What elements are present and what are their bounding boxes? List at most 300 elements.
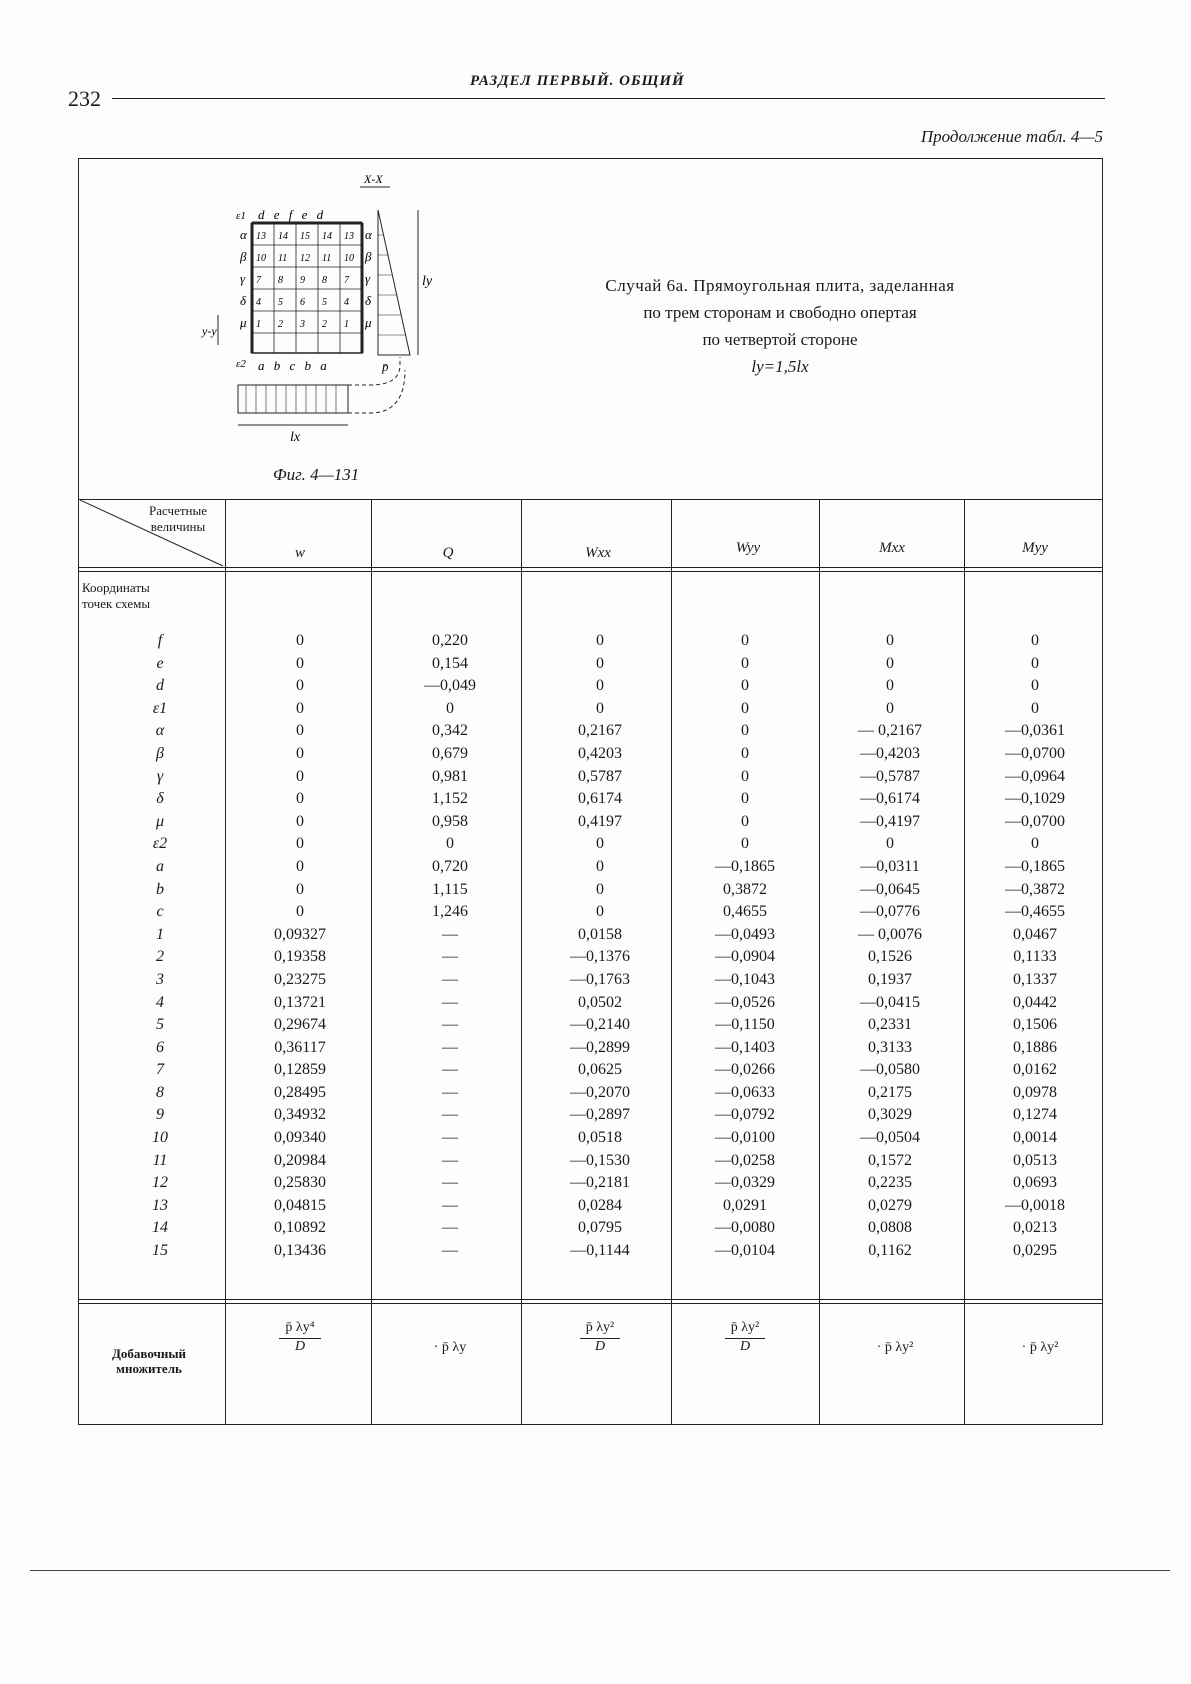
grid-point-number: 2 [322, 319, 327, 330]
header-myy: Myy [1022, 540, 1048, 556]
cell-myy: 0,0014 [1013, 1129, 1057, 1147]
point-label: 15 [152, 1242, 168, 1260]
column-wyy [685, 630, 805, 1263]
cell-q: 0 [446, 835, 454, 853]
cell-mxx: —0,0776 [860, 903, 920, 921]
header-bottom-label: Координаты точек схемы [82, 580, 151, 611]
point-label: 8 [156, 1083, 164, 1101]
cell-w: 0 [296, 677, 304, 695]
cell-mxx: —0,4203 [860, 744, 920, 762]
cell-mxx: —0,0580 [860, 1061, 920, 1079]
cell-q: — [442, 1174, 458, 1192]
multiplier-wxx-den: D [594, 1339, 606, 1354]
cell-mxx: —0,6174 [860, 790, 920, 808]
top-letters: d e f e d [258, 207, 327, 222]
xx-label: X-X [364, 175, 383, 186]
cell-w: 0 [296, 722, 304, 740]
cell-mxx: —0,5787 [860, 767, 920, 785]
cell-w: 0,19358 [274, 948, 326, 966]
cell-myy: —0,1865 [1005, 857, 1065, 875]
multiplier-mxx: · p̄ λy² [876, 1340, 914, 1355]
grid-point-number: 13 [256, 231, 266, 242]
cell-w: 0,23275 [274, 970, 326, 988]
grid-point-number: 3 [300, 319, 305, 330]
cell-wyy: 0 [741, 699, 749, 717]
cell-w: 0 [296, 835, 304, 853]
cell-myy: 0,0978 [1013, 1083, 1057, 1101]
edge-label-left: α [240, 227, 247, 242]
figure-bottom-rule [79, 499, 1102, 500]
cell-wyy: —0,0329 [715, 1174, 775, 1192]
bottom-letters: a b c b a [258, 358, 330, 373]
grid-point-number: 15 [300, 231, 310, 242]
cell-w: 0 [296, 903, 304, 921]
cell-mxx: 0,0279 [868, 1196, 912, 1214]
cell-wxx: 0 [596, 857, 604, 875]
cell-wxx: 0 [596, 903, 604, 921]
header-w: w [294, 545, 305, 561]
cell-wxx: 0 [596, 632, 604, 649]
cell-mxx: 0 [886, 699, 894, 717]
cell-myy: —0,0964 [1005, 767, 1065, 785]
cell-q: — [442, 993, 458, 1011]
cell-myy: —0,1029 [1005, 790, 1065, 808]
grid-point-number: 11 [278, 253, 288, 264]
cell-q: — [442, 1219, 458, 1237]
cell-wxx: 0,0284 [578, 1196, 622, 1214]
multiplier-wyy-num: p̄ λy² [725, 1320, 766, 1339]
load-triangle [378, 210, 410, 355]
case-line-1: Случай 6а. Прямоугольная плита, заделанная [605, 276, 955, 295]
cell-w: 0,36117 [274, 1038, 326, 1056]
cell-mxx: 0,3133 [868, 1038, 912, 1056]
cell-myy: 0,1506 [1013, 1016, 1057, 1034]
column-q [390, 630, 510, 1263]
cell-q: — [442, 970, 458, 988]
cell-myy: —0,0700 [1005, 812, 1065, 830]
cell-myy: 0,0442 [1013, 993, 1057, 1011]
grid-point-number: 5 [322, 297, 327, 308]
edge-label-left: δ [240, 293, 247, 308]
cell-mxx: 0 [886, 677, 894, 695]
cell-myy: 0 [1031, 835, 1039, 853]
col-divider-2 [371, 499, 372, 1424]
cell-w: 0,34932 [274, 1106, 326, 1124]
cell-wxx: 0,4203 [578, 744, 622, 762]
cell-wyy: —0,0104 [715, 1242, 775, 1260]
cell-wyy: —0,1865 [715, 857, 775, 875]
cell-q: —0,049 [424, 677, 476, 695]
edge-label-right: γ [365, 271, 371, 286]
cell-q: 0,220 [432, 632, 468, 649]
cell-q: — [442, 1016, 458, 1034]
point-label: 1 [156, 925, 164, 943]
cell-wxx: 0,0518 [578, 1129, 622, 1147]
cell-q: — [442, 1038, 458, 1056]
cell-wyy: —0,0633 [715, 1083, 775, 1101]
cell-q: 0,720 [432, 857, 468, 875]
eps1-label: ε1 [236, 210, 246, 222]
point-label: 9 [156, 1106, 164, 1124]
cell-q: — [442, 1083, 458, 1101]
yy-label: y-y [202, 324, 217, 338]
multiplier-w-den: D [294, 1339, 306, 1354]
cell-wyy: —0,0258 [715, 1151, 775, 1169]
cell-wxx: —0,2140 [570, 1016, 630, 1034]
cell-w: 0 [296, 699, 304, 717]
point-label: ε2 [152, 835, 168, 853]
cell-wyy: 0 [741, 677, 749, 695]
cell-w: 0 [296, 654, 304, 672]
grid-point-number: 10 [256, 253, 266, 264]
cell-wxx: —0,2897 [570, 1106, 630, 1124]
header-rule [112, 98, 1105, 99]
cell-mxx: — 0,0076 [858, 925, 922, 943]
column-w [240, 630, 360, 1263]
header-bottom-rule-2 [79, 571, 1102, 572]
grid-point-number: 8 [322, 275, 327, 286]
column-mxx [830, 630, 950, 1263]
cell-wxx: —0,1376 [570, 948, 630, 966]
cell-myy: —0,0361 [1005, 722, 1065, 740]
cell-wyy: —0,0100 [715, 1129, 775, 1147]
col-divider-4 [671, 499, 672, 1424]
cell-mxx: 0 [886, 835, 894, 853]
cell-q: 0,679 [432, 744, 468, 762]
grid-point-numbers [256, 231, 354, 330]
cell-wyy: 0 [741, 654, 749, 672]
cell-w: 0 [296, 744, 304, 762]
col-divider-3 [521, 499, 522, 1424]
case-description [540, 272, 1020, 380]
cell-mxx: 0,3029 [868, 1106, 912, 1124]
column-wxx [540, 630, 660, 1263]
cell-wxx: —0,1763 [570, 970, 630, 988]
fixed-edge-hatching [252, 223, 362, 353]
grid-point-number: 2 [278, 319, 283, 330]
cell-mxx: —0,0645 [860, 880, 920, 898]
bottom-load-hatch [246, 385, 336, 413]
cell-wyy: 0,0291 [723, 1196, 767, 1214]
cell-q: — [442, 1151, 458, 1169]
cell-q: — [442, 1106, 458, 1124]
cell-q: — [442, 1129, 458, 1147]
multiplier-w-num: p̄ λy⁴ [279, 1320, 320, 1339]
cell-q: — [442, 925, 458, 943]
cell-myy: 0,0513 [1013, 1151, 1057, 1169]
cell-myy: 0,0467 [1013, 925, 1057, 943]
case-line-3: по четвертой стороне [702, 330, 858, 349]
cell-wyy: —0,0904 [715, 948, 775, 966]
cell-myy: —0,4655 [1005, 903, 1065, 921]
cell-w: 0 [296, 767, 304, 785]
point-label: 10 [152, 1129, 168, 1147]
grid-point-number: 1 [256, 319, 261, 330]
cell-q: 0,981 [432, 767, 468, 785]
cell-q: — [442, 1061, 458, 1079]
point-label: μ [155, 812, 165, 830]
cell-mxx: —0,0504 [860, 1129, 920, 1147]
lx-label: lx [290, 430, 301, 445]
page-number: 232 [68, 86, 101, 111]
cell-wyy: —0,0266 [715, 1061, 775, 1079]
grid-point-number: 4 [256, 297, 261, 308]
cell-mxx: 0,1526 [868, 948, 912, 966]
plate-grid [252, 223, 362, 353]
cell-w: 0 [296, 857, 304, 875]
cell-wyy: 0 [741, 767, 749, 785]
cell-w: 0,13721 [274, 993, 326, 1011]
cell-w: 0 [296, 880, 304, 898]
col-divider-6 [964, 499, 965, 1424]
point-label: 5 [156, 1016, 164, 1034]
cell-myy: 0,0213 [1013, 1219, 1057, 1237]
cell-w: 0,04815 [274, 1196, 326, 1214]
edge-label-left: β [240, 249, 247, 264]
cell-wyy: —0,1150 [715, 1016, 775, 1034]
table-continuation-label: Продолжение табл. 4—5 [920, 127, 1103, 146]
cell-wxx: 0 [596, 654, 604, 672]
edge-label-left: γ [240, 271, 246, 286]
cell-wyy: —0,0493 [715, 925, 775, 943]
cell-w: 0,10892 [274, 1219, 326, 1237]
cell-w: 0 [296, 812, 304, 830]
cell-wyy: 0 [741, 744, 749, 762]
cell-q: — [442, 1242, 458, 1260]
cell-myy: 0 [1031, 699, 1039, 717]
point-label: 3 [156, 970, 164, 988]
cell-myy: 0,1133 [1013, 948, 1057, 966]
header-q: Q [442, 545, 454, 561]
point-label: δ [156, 790, 164, 808]
plate-diagram [200, 175, 530, 460]
multiplier-myy: · p̄ λy² [1021, 1340, 1059, 1355]
point-label: 7 [156, 1061, 164, 1079]
column-points [130, 630, 190, 1263]
cell-wxx: 0,0795 [578, 1219, 622, 1237]
ly-label: ly [422, 274, 433, 289]
multiplier-wxx-num: p̄ λy² [580, 1320, 621, 1339]
point-label: 4 [156, 993, 164, 1011]
running-head: РАЗДЕЛ ПЕРВЫЙ. ОБЩИЙ [470, 73, 685, 89]
point-label: a [156, 857, 164, 875]
point-label: 14 [152, 1219, 168, 1237]
cell-wxx: —0,1530 [570, 1151, 630, 1169]
cell-myy: 0,1886 [1013, 1038, 1057, 1056]
cell-mxx: 0 [886, 632, 894, 649]
cell-w: 0,09340 [274, 1129, 326, 1147]
cell-wxx: 0,0158 [578, 925, 622, 943]
col-divider-1 [225, 499, 226, 1424]
cell-wxx: —0,2181 [570, 1174, 630, 1192]
grid-point-number: 7 [256, 275, 261, 286]
cell-mxx: 0,1572 [868, 1151, 912, 1169]
header-bottom-rule [79, 567, 1102, 568]
cell-q: 0,154 [432, 654, 468, 672]
multiplier-label: Добавочный множитель [111, 1346, 186, 1376]
cell-mxx: 0,2175 [868, 1083, 912, 1101]
cell-q: 0 [446, 699, 454, 717]
cell-wxx: —0,2899 [570, 1038, 630, 1056]
edge-label-right: α [365, 227, 372, 242]
cell-q: 0,342 [432, 722, 468, 740]
point-label: 11 [152, 1151, 168, 1169]
grid-point-number: 10 [344, 253, 354, 264]
cell-mxx: 0,1162 [868, 1242, 912, 1260]
point-label: 13 [152, 1196, 168, 1214]
page-bottom-rule [30, 1570, 1170, 1571]
point-label: 6 [156, 1038, 164, 1056]
cell-wyy: 0 [741, 812, 749, 830]
cell-wxx: 0,0502 [578, 993, 622, 1011]
grid-point-number: 5 [278, 297, 283, 308]
cell-myy: —0,3872 [1005, 880, 1065, 898]
cell-mxx: 0,2235 [868, 1174, 912, 1192]
header-wyy: Wyy [735, 540, 761, 556]
cell-w: 0 [296, 790, 304, 808]
edge-label-left: μ [240, 315, 247, 330]
cell-wyy: —0,1043 [715, 970, 775, 988]
cell-wxx: 0 [596, 880, 604, 898]
cell-myy: 0,0295 [1013, 1242, 1057, 1260]
column-myy [975, 630, 1095, 1263]
cell-q: 1,152 [432, 790, 468, 808]
grid-point-number: 1 [344, 319, 349, 330]
point-label: f [157, 632, 163, 649]
cell-wyy: 0 [741, 632, 749, 649]
edge-label-right: β [365, 249, 372, 264]
grid-point-number: 4 [344, 297, 349, 308]
cell-mxx: 0 [886, 654, 894, 672]
header-top-label: Расчетные величины [149, 503, 207, 534]
grid-point-number: 11 [322, 253, 332, 264]
grid-point-number: 13 [344, 231, 354, 242]
cell-q: 1,115 [432, 880, 468, 898]
load-triangle-hatch [378, 235, 405, 335]
plate-outline [252, 223, 362, 353]
cell-myy: 0 [1031, 632, 1039, 649]
grid-point-number: 8 [278, 275, 283, 286]
body-bottom-rule-2 [79, 1303, 1102, 1304]
cell-wyy: 0,3872 [723, 880, 767, 898]
eps2-label: ε2 [236, 358, 246, 370]
cell-wxx: 0 [596, 699, 604, 717]
edge-label-right: μ [365, 315, 372, 330]
edge-label-right: δ [365, 293, 372, 308]
point-label: β [156, 744, 164, 762]
cell-wxx: 0,2167 [578, 722, 622, 740]
multiplier-wyy [695, 1320, 795, 1355]
cell-wxx: —0,1144 [570, 1242, 630, 1260]
cell-w: 0,09327 [274, 925, 326, 943]
cell-wyy: —0,0526 [715, 993, 775, 1011]
cell-myy: 0,1274 [1013, 1106, 1057, 1124]
dashed-link [348, 357, 400, 385]
point-label: d [156, 677, 164, 695]
cell-wxx: 0,4197 [578, 812, 622, 830]
cell-wxx: 0 [596, 835, 604, 853]
point-label: b [156, 880, 164, 898]
cell-w: 0,29674 [274, 1016, 326, 1034]
cell-w: 0,28495 [274, 1083, 326, 1101]
cell-myy: 0,0693 [1013, 1174, 1057, 1192]
grid-point-number: 14 [278, 231, 288, 242]
grid-point-number: 6 [300, 297, 305, 308]
body-bottom-rule [79, 1299, 1102, 1300]
cell-mxx: —0,0311 [860, 857, 920, 875]
grid-point-number: 14 [322, 231, 332, 242]
cell-myy: 0 [1031, 654, 1039, 672]
col-divider-5 [819, 499, 820, 1424]
cell-w: 0,13436 [274, 1242, 326, 1260]
cell-wxx: 0 [596, 677, 604, 695]
multiplier-q: · p̄ λy [433, 1340, 467, 1355]
cell-wyy: —0,1403 [715, 1038, 775, 1056]
header-mxx: Mxx [879, 540, 905, 556]
multiplier-w [250, 1320, 350, 1355]
point-label: 2 [156, 948, 164, 966]
cell-q: 0,958 [432, 812, 468, 830]
cell-mxx: —0,0415 [860, 993, 920, 1011]
point-label: c [156, 903, 164, 921]
cell-wyy: 0,4655 [723, 903, 767, 921]
cell-wxx: 0,0625 [578, 1061, 622, 1079]
grid-point-number: 12 [300, 253, 310, 264]
point-label: γ [156, 767, 164, 785]
point-label: e [156, 654, 164, 672]
cell-myy: —0,0018 [1005, 1196, 1065, 1214]
case-line-4: ly=1,5lx [751, 357, 809, 376]
cell-myy: 0,1337 [1013, 970, 1057, 988]
cell-wxx: 0,6174 [578, 790, 622, 808]
cell-mxx: 0,0808 [868, 1219, 912, 1237]
point-label: α [155, 722, 165, 740]
cell-wxx: —0,2070 [570, 1083, 630, 1101]
cell-wyy: 0 [741, 835, 749, 853]
cell-mxx: 0,1937 [868, 970, 912, 988]
cell-w: 0,12859 [274, 1061, 326, 1079]
cell-wyy: 0 [741, 790, 749, 808]
cell-myy: —0,0700 [1005, 744, 1065, 762]
cell-q: — [442, 948, 458, 966]
point-label: ε1 [152, 699, 168, 717]
cell-wxx: 0,5787 [578, 767, 622, 785]
multiplier-wyy-den: D [739, 1339, 751, 1354]
cell-wyy: 0 [741, 722, 749, 740]
grid-point-number: 7 [344, 275, 349, 286]
cell-wyy: —0,0080 [715, 1219, 775, 1237]
p-bar-label: p̄ [382, 359, 389, 374]
cell-mxx: 0,2331 [868, 1016, 912, 1034]
cell-q: 1,246 [432, 903, 468, 921]
header-wxx: Wxx [585, 545, 611, 561]
cell-myy: 0 [1031, 677, 1039, 695]
cell-wyy: —0,0792 [715, 1106, 775, 1124]
cell-w: 0,25830 [274, 1174, 326, 1192]
point-label: 12 [152, 1174, 168, 1192]
cell-q: — [442, 1196, 458, 1214]
cell-mxx: —0,4197 [860, 812, 920, 830]
cell-w: 0 [296, 632, 304, 649]
case-line-2: по трем сторонам и свободно опертая [643, 303, 917, 322]
bottom-load-block [238, 385, 348, 413]
multiplier-wxx [550, 1320, 650, 1355]
cell-w: 0,20984 [274, 1151, 326, 1169]
cell-mxx: — 0,2167 [858, 722, 922, 740]
figure-caption: Фиг. 4—131 [273, 465, 360, 484]
cell-myy: 0,0162 [1013, 1061, 1057, 1079]
grid-point-number: 9 [300, 275, 305, 286]
